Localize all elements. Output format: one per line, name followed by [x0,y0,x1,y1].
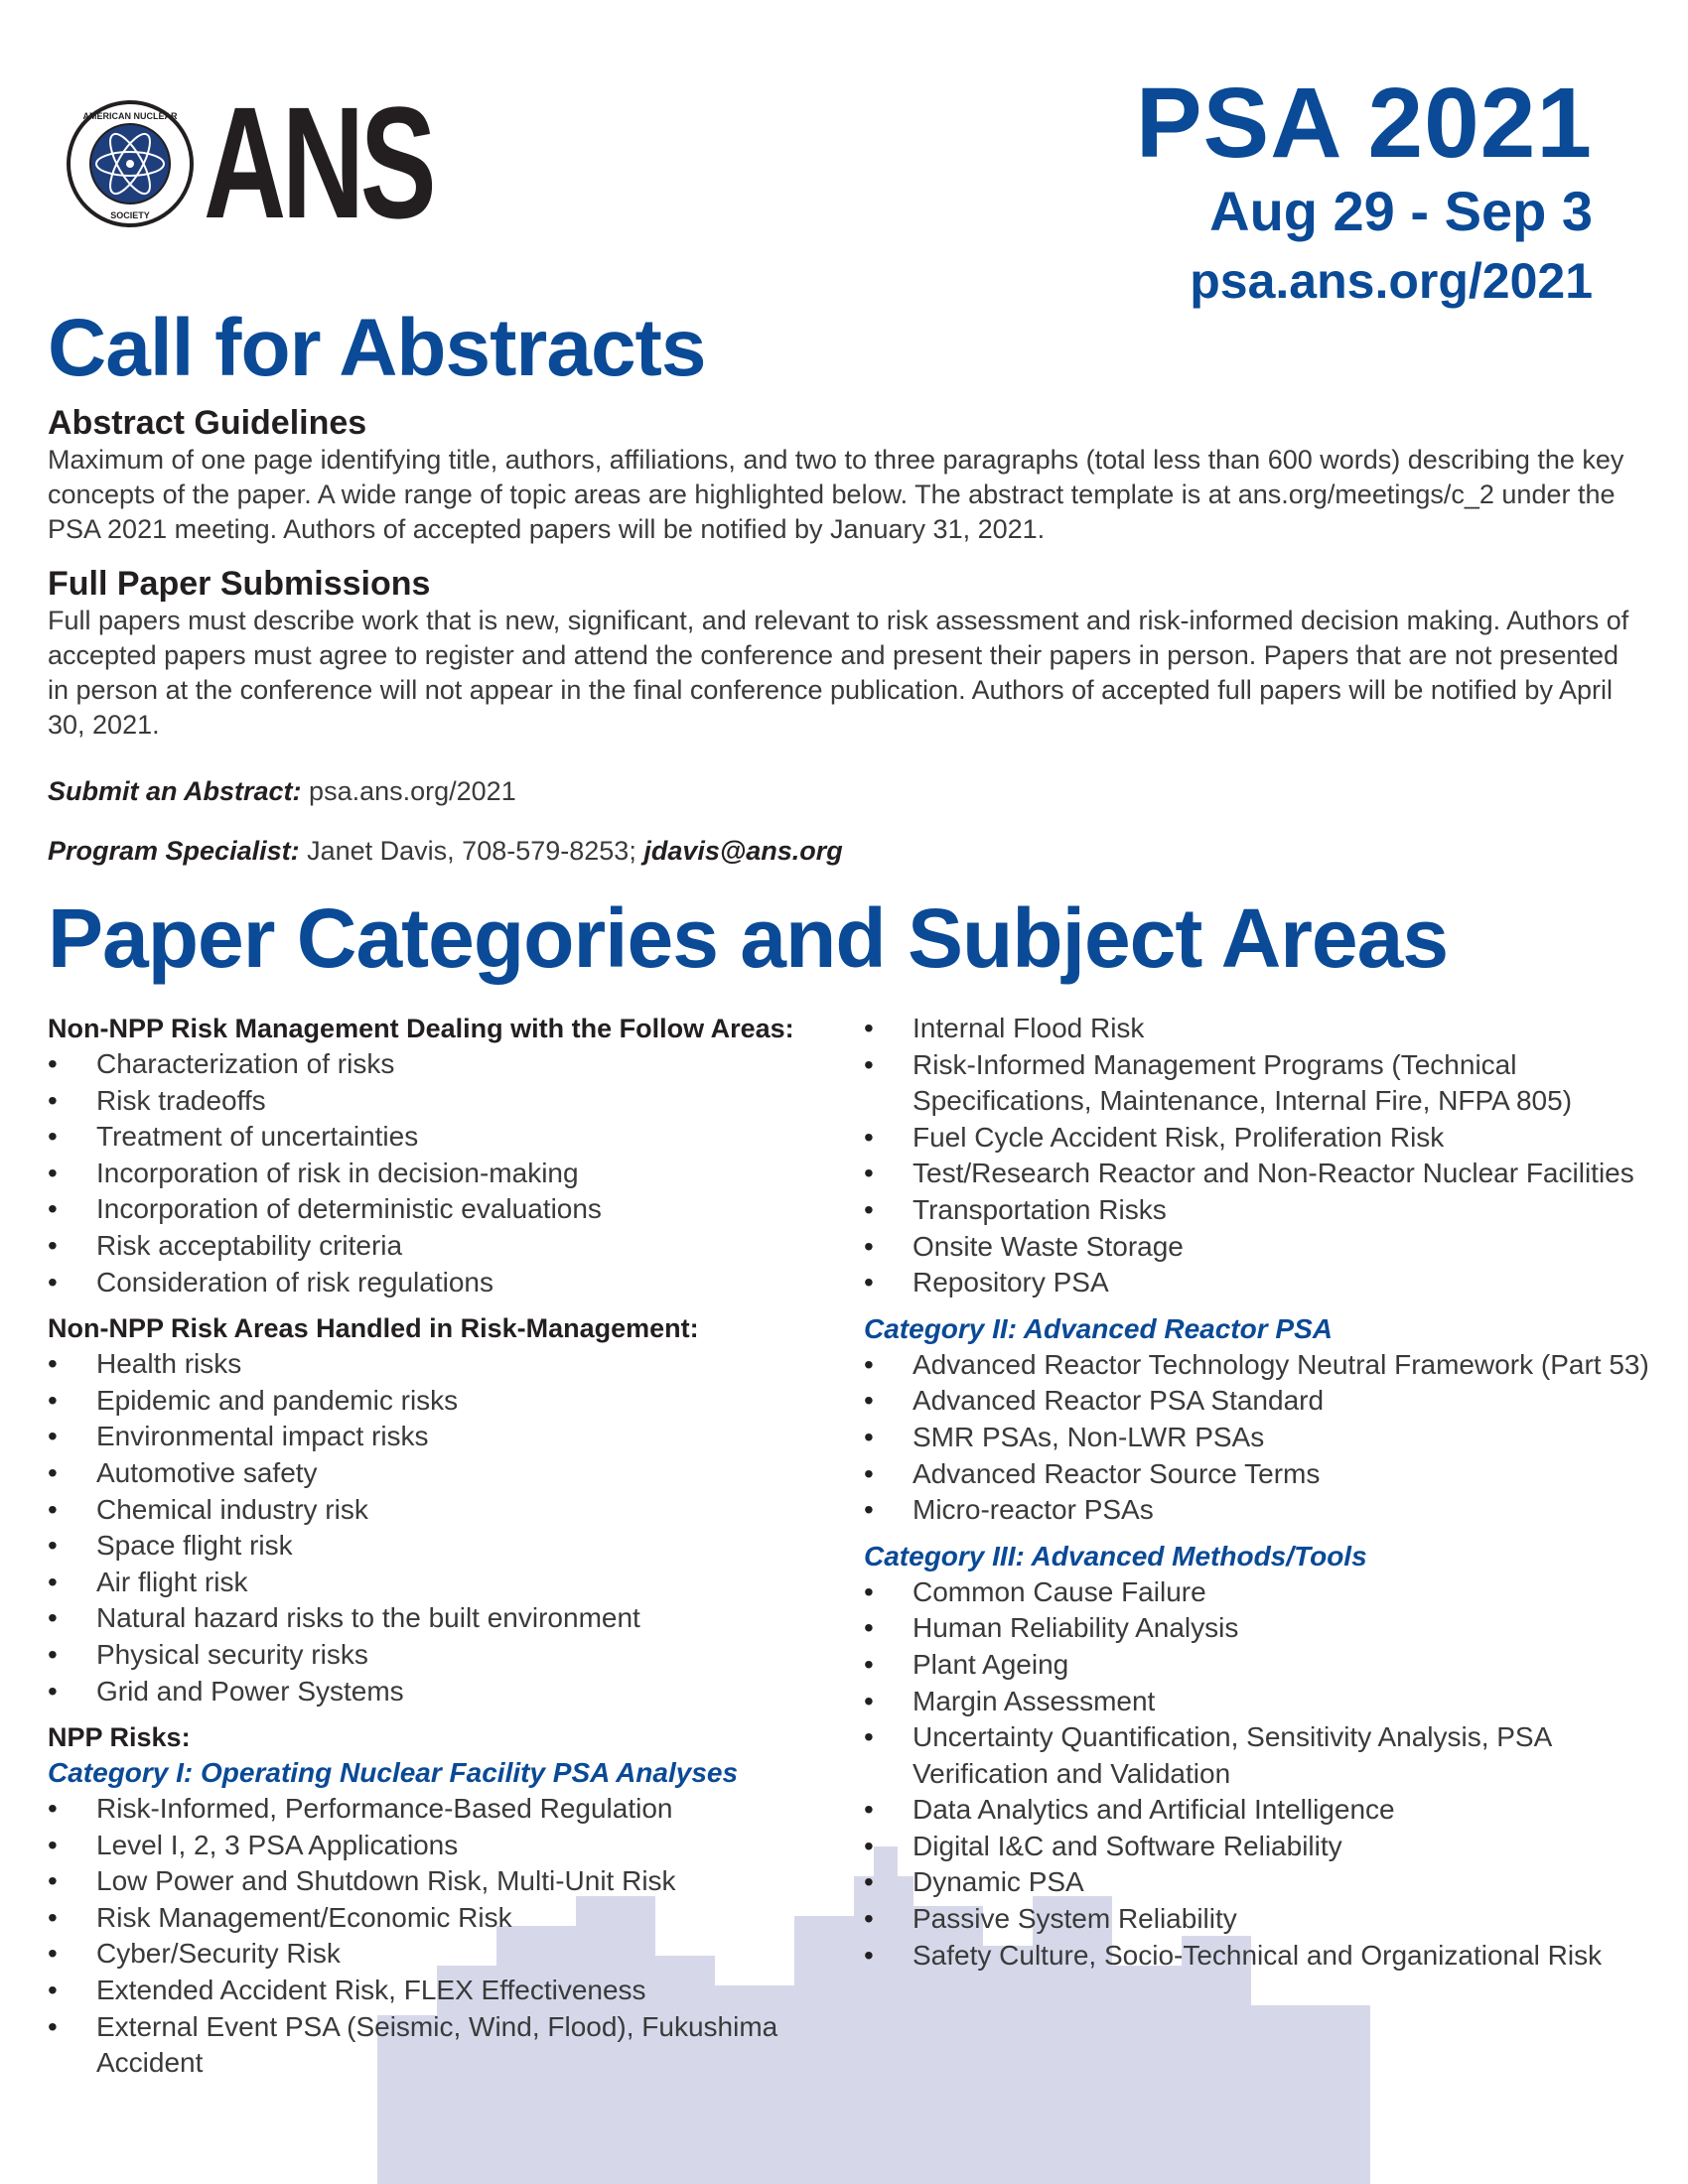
bullet-icon: • [864,1612,874,1644]
list-item [864,1265,1658,1301]
list-item [48,1083,862,1120]
bullet-icon: • [864,1794,874,1826]
list-item [864,1864,1658,1901]
bullet-icon: • [48,1084,58,1116]
list-item [864,1610,1658,1647]
list-item-text: Onsite Waste Storage [913,1230,1184,1262]
list-item [48,1346,862,1383]
list-item [48,1600,862,1637]
list-item-text: Risk-Informed Management Programs (Technical Specifications, Maintenance, Internal Fire, NFPA 805) [913,1048,1573,1117]
list-item [48,1528,862,1565]
list-item [864,1829,1658,1865]
bullet-icon: • [48,1602,58,1634]
specialist-email[interactable]: jdavis@ans.org [643,836,843,866]
bullet-icon: • [48,1938,58,1970]
list-item [864,1684,1658,1720]
bullet-icon: • [864,1230,874,1262]
submit-abstract-line [48,774,516,808]
list-item [864,1456,1658,1493]
category-ii-group [864,1311,1658,1529]
event-header [1135,68,1593,312]
list-item [864,1192,1658,1229]
list-item [48,1863,862,1900]
bullet-icon: • [48,1121,58,1153]
list-item-text: Human Reliability Analysis [913,1612,1239,1644]
bullet-icon: • [48,1456,58,1488]
bullet-icon: • [864,1385,874,1417]
bullet-icon: • [864,1721,874,1753]
bullet-icon: • [864,1575,874,1607]
full-paper-body: Full papers must describe work that is new, significant, and relevant to risk assessment and risk-informed decision making. Authors of accepted papers must agree to register and attend the conference and present their papers in person. Papers that are not presented in person at the conference will not appear in the final conference publication. Authors of accepted full papers will be notified by April 30, 2021. [48,606,1629,740]
group-title: NPP Risks: [48,1722,191,1753]
bullet-icon: • [864,1013,874,1043]
list-item-text: Fuel Cycle Accident Risk, Proliferation Risk [913,1121,1445,1153]
list-item [48,1191,862,1228]
list-item [48,1383,862,1420]
abstract-guidelines-body: Maximum of one page identifying title, authors, affiliations, and two to three paragraphs (total less than 600 words) describing the key concepts of the paper. A wide range of topic areas are highlighted below. The abstract template is at ans.org/meetings/c_2 under the PSA 2021 meeting. Authors of accepted papers will be notified by January 31, 2021. [48,445,1624,544]
bullet-icon: • [864,1903,874,1935]
list-item [48,1565,862,1601]
bullet-icon: • [48,1675,58,1706]
list-item-text: Level I, 2, 3 PSA Applications [96,1829,459,1860]
bullet-icon: • [48,1048,58,1079]
npp-risks-group [48,1719,862,2082]
list-item-text: Health risks [96,1348,242,1380]
list-item-text: Physical security risks [96,1638,368,1670]
full-paper-heading: Full Paper Submissions [48,565,431,603]
list-item [864,1156,1658,1192]
list-item [864,1938,1658,1975]
list-item-text: Plant Ageing [913,1648,1069,1680]
list-item-text: SMR PSAs, Non-LWR PSAs [913,1421,1265,1452]
list-item [48,1973,862,2009]
list-item-text: Low Power and Shutdown Risk, Multi-Unit Risk [96,1865,676,1897]
bullet-list [864,1011,1658,1301]
list-item [48,2009,862,2082]
bullet-list [48,1346,862,1709]
category-title: Category I: Operating Nuclear Facility PSA Analyses [48,1757,739,1789]
list-item [864,1420,1658,1456]
svg-text:SOCIETY: SOCIETY [110,210,150,220]
list-item [48,1046,862,1083]
list-item-text: Dynamic PSA [913,1866,1084,1898]
bullet-icon: • [864,1121,874,1153]
bullet-icon: • [48,1638,58,1670]
bullet-list [864,1574,1658,1975]
list-item-text: Incorporation of risk in decision-making [96,1157,579,1188]
list-item-text: Air flight risk [96,1566,248,1597]
list-item-text: Consideration of risk regulations [96,1266,493,1297]
bullet-icon: • [48,1901,58,1933]
list-item [864,1229,1658,1266]
list-item [48,1156,862,1192]
list-item [48,1674,862,1710]
list-item [864,1120,1658,1157]
svg-text:AMERICAN NUCLEAR: AMERICAN NUCLEAR [82,111,178,121]
group-title: Non-NPP Risk Areas Handled in Risk-Management: [48,1313,699,1344]
non-npp-risk-areas-group [48,1310,862,1709]
list-item-text: Risk acceptability criteria [96,1229,403,1261]
list-item-text: Risk tradeoffs [96,1084,266,1116]
list-item-text: Extended Accident Risk, FLEX Effectiveness [96,1975,646,2006]
bullet-list [864,1347,1658,1529]
list-item-text: Margin Assessment [913,1685,1156,1716]
list-item [48,1828,862,1864]
abstract-guidelines-section [48,403,1636,547]
list-item-text: Space flight risk [96,1530,293,1562]
list-item-text: Grid and Power Systems [96,1675,404,1706]
list-item-text: External Event PSA (Seismic, Wind, Flood), Fukushima Accident [96,2010,778,2079]
list-item-text: Advanced Reactor PSA Standard [913,1385,1325,1417]
bullet-icon: • [48,1384,58,1416]
bullet-icon: • [48,1566,58,1597]
list-item-text: Data Analytics and Artificial Intelligence [913,1794,1395,1826]
list-item-text: Epidemic and pandemic risks [96,1384,459,1416]
list-item [48,1492,862,1529]
list-item [48,1419,862,1455]
categories-right-column [864,1011,1658,1979]
event-name: PSA 2021 [1135,68,1593,179]
bullet-icon: • [864,1193,874,1225]
bullet-icon: • [48,1229,58,1261]
list-item [864,1901,1658,1938]
list-item-text: Common Cause Failure [913,1575,1206,1607]
bullet-icon: • [864,1048,874,1080]
list-item-text: Uncertainty Quantification, Sensitivity Analysis, PSA Verification and Validation [913,1721,1551,1789]
bullet-icon: • [48,2010,58,2042]
list-item [48,1119,862,1156]
submit-link[interactable]: psa.ans.org/2021 [309,776,516,806]
list-item-text: Incorporation of deterministic evaluations [96,1193,602,1225]
paper-categories-title: Paper Categories and Subject Areas [48,891,1449,985]
list-item [864,1647,1658,1684]
categories-left-column [48,1011,862,2088]
call-for-abstracts-title: Call for Abstracts [48,303,706,393]
list-item [48,1791,862,1828]
non-npp-risk-management-group [48,1011,862,1300]
bullet-icon: • [864,1648,874,1680]
list-item-text: Passive System Reliability [913,1903,1237,1935]
submit-label: Submit an Abstract: [48,776,302,806]
list-item [864,1574,1658,1611]
category-title: Category II: Advanced Reactor PSA [864,1312,1333,1344]
list-item-text: Chemical industry risk [96,1493,368,1525]
bullet-icon: • [864,1421,874,1452]
event-dates: Aug 29 - Sep 3 [1209,180,1593,242]
bullet-icon: • [48,1266,58,1297]
specialist-contact: Janet Davis, 708-579-8253; [307,836,636,866]
bullet-icon: • [48,1493,58,1525]
list-item [48,1637,862,1674]
bullet-icon: • [48,1193,58,1225]
list-item-text: Characterization of risks [96,1048,395,1079]
bullet-icon: • [864,1866,874,1898]
ans-wordmark: ANS [204,73,433,251]
list-item-text: Automotive safety [96,1456,318,1488]
bullet-icon: • [48,1865,58,1897]
bullet-icon: • [48,1975,58,2006]
list-item [48,1265,862,1301]
list-item [864,1047,1658,1120]
list-item [48,1936,862,1973]
bullet-list [48,1791,862,2082]
bullet-icon: • [48,1421,58,1452]
list-item-text: Cyber/Security Risk [96,1938,341,1970]
bullet-icon: • [48,1530,58,1562]
list-item-text: Treatment of uncertainties [96,1121,419,1153]
program-specialist-line [48,834,843,868]
list-item [864,1792,1658,1829]
group-title: Non-NPP Risk Management Dealing with the Follow Areas: [48,1014,794,1043]
bullet-list [48,1046,862,1300]
bullet-icon: • [864,1830,874,1861]
list-item-text: Transportation Risks [913,1193,1167,1225]
list-item [48,1455,862,1492]
ans-seal-logo [66,99,195,228]
list-item [864,1011,1658,1047]
bullet-icon: • [864,1158,874,1189]
category-i-continued-group [864,1011,1658,1301]
bullet-icon: • [864,1267,874,1298]
bullet-icon: • [864,1348,874,1380]
list-item-text: Test/Research Reactor and Non-Reactor Nuclear Facilities [913,1158,1634,1189]
list-item-text: Risk Management/Economic Risk [96,1901,512,1933]
category-iii-group [864,1539,1658,1975]
list-item-text: Repository PSA [913,1267,1109,1298]
full-paper-section [48,564,1636,743]
list-item-text: Advanced Reactor Technology Neutral Framework (Part 53) [913,1348,1649,1380]
list-item [864,1492,1658,1529]
list-item [864,1347,1658,1384]
category-title: Category III: Advanced Methods/Tools [864,1540,1367,1571]
list-item-text: Risk-Informed, Performance-Based Regulation [96,1793,673,1825]
bullet-icon: • [48,1157,58,1188]
list-item-text: Micro-reactor PSAs [913,1494,1154,1526]
bullet-icon: • [48,1829,58,1860]
bullet-icon: • [864,1494,874,1526]
list-item [864,1383,1658,1420]
list-item-text: Environmental impact risks [96,1421,429,1452]
list-item-text: Internal Flood Risk [913,1013,1145,1043]
bullet-icon: • [48,1793,58,1825]
bullet-icon: • [864,1939,874,1971]
bullet-icon: • [864,1457,874,1489]
list-item [48,1228,862,1265]
bullet-icon: • [48,1348,58,1380]
list-item-text: Digital I&C and Software Reliability [913,1830,1342,1861]
list-item-text: Natural hazard risks to the built environment [96,1602,640,1634]
bullet-icon: • [864,1685,874,1716]
specialist-label: Program Specialist: [48,836,300,866]
list-item [864,1719,1658,1792]
event-url[interactable]: psa.ans.org/2021 [1190,253,1593,309]
abstract-guidelines-heading: Abstract Guidelines [48,404,367,442]
list-item-text: Safety Culture, Socio-Technical and Organizational Risk [913,1939,1603,1971]
list-item [48,1900,862,1937]
list-item-text: Advanced Reactor Source Terms [913,1457,1321,1489]
